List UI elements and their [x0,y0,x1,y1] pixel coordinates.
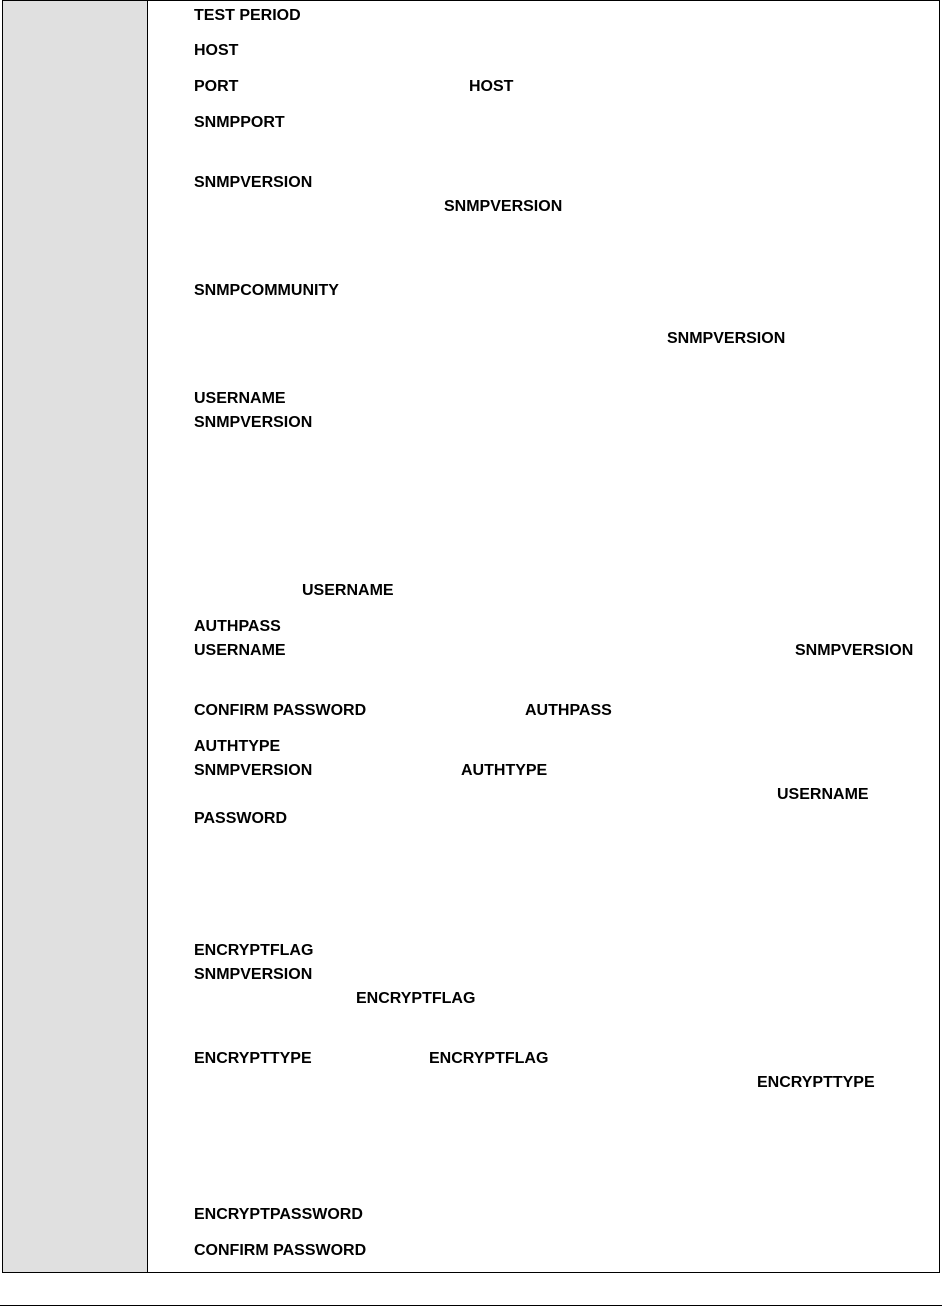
authtype-ref-password: PASSWORD [194,810,288,827]
param-snmpport: SNMPPORT [194,114,285,131]
param-encrypttype: ENCRYPTTYPE [194,1050,312,1067]
param-snmpcommunity: SNMPCOMMUNITY [194,282,339,299]
parameters-table [2,0,940,1273]
param-authtype: AUTHTYPE [194,738,281,755]
encryptflag-ref: ENCRYPTFLAG [356,990,476,1007]
username-ref: USERNAME [302,582,394,599]
param-username: USERNAME [194,390,286,407]
authpass-ref-username: USERNAME [194,642,286,659]
page-footer-rule [0,1305,942,1306]
param-authpass: AUTHPASS [194,618,281,635]
snmpcommunity-ref-version: SNMPVERSION [667,330,786,347]
param-encryptflag: ENCRYPTFLAG [194,942,314,959]
encryptflag-ref-version: SNMPVERSION [194,966,313,983]
param-host: HOST [194,42,239,59]
encrypttype-ref: ENCRYPTTYPE [757,1074,875,1091]
confirm-ref-authpass: AUTHPASS [525,702,612,719]
param-confirm-password: CONFIRM PASSWORD [194,702,367,719]
authtype-ref: AUTHTYPE [461,762,548,779]
label-column [3,1,148,1272]
encrypttype-ref-flag: ENCRYPTFLAG [429,1050,549,1067]
authtype-ref-version: SNMPVERSION [194,762,313,779]
param-snmpversion: SNMPVERSION [194,174,313,191]
port-ref-host: HOST [469,78,514,95]
param-confirm-password-2: CONFIRM PASSWORD [194,1242,367,1259]
param-port: PORT [194,78,239,95]
param-encryptpassword: ENCRYPTPASSWORD [194,1206,363,1223]
authtype-ref-username: USERNAME [777,786,869,803]
snmpversion-ref: SNMPVERSION [444,198,563,215]
authpass-ref-version: SNMPVERSION [795,642,914,659]
param-test-period: TEST PERIOD [194,7,301,24]
username-ref-version: SNMPVERSION [194,414,313,431]
